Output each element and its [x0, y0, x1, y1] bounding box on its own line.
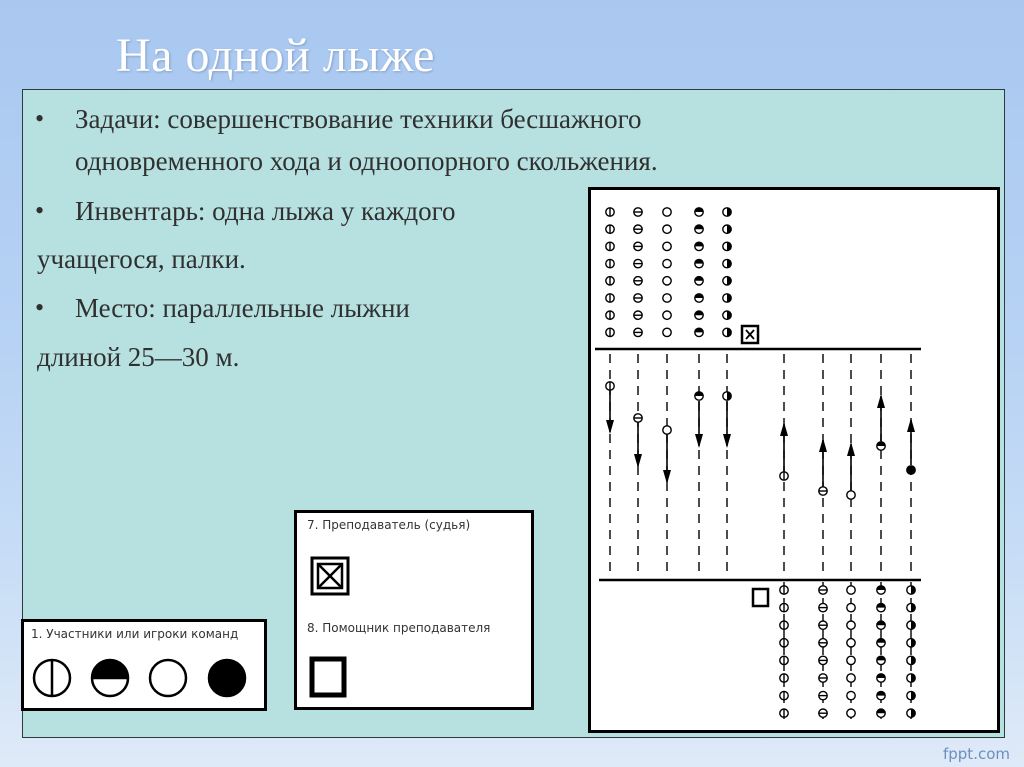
place-text-line1: Место: параллельные лыжни	[75, 293, 410, 323]
skier-symbol	[907, 639, 915, 647]
skier-symbol	[819, 621, 827, 629]
place-text-line2: длиной 25—30 м.	[37, 342, 240, 372]
skier-symbol	[847, 491, 855, 499]
skier-symbol	[780, 709, 788, 717]
skier-symbol	[663, 277, 671, 285]
skier-symbol	[780, 639, 788, 647]
bullet-marker: •	[35, 293, 45, 322]
skier-symbol	[606, 225, 614, 233]
skier-symbol	[819, 586, 827, 594]
staff-symbols	[297, 513, 531, 707]
skier-symbol	[877, 442, 885, 450]
skier-symbol	[695, 294, 703, 302]
skier-symbol	[634, 208, 642, 216]
skier-symbol	[723, 294, 731, 302]
skier-symbol	[695, 392, 703, 400]
skier-symbol	[634, 294, 642, 302]
legend-participants	[21, 619, 267, 711]
skier-symbol	[695, 225, 703, 233]
skier-symbol	[663, 328, 671, 336]
skier-symbol	[819, 639, 827, 647]
skier-symbol	[695, 208, 703, 216]
skier-symbol	[663, 311, 671, 319]
skier-symbol	[695, 277, 703, 285]
legend-assistant-label: 8. Помощник преподавателя	[307, 621, 491, 635]
arrow-down	[663, 470, 671, 484]
skier-symbol	[847, 691, 855, 699]
skier-symbol	[634, 225, 642, 233]
legend-participants-label: 1. Участники или игроки команд	[31, 627, 239, 641]
skier-symbol	[780, 586, 788, 594]
skier-symbol	[877, 656, 885, 664]
skier-symbol	[663, 259, 671, 267]
skier-symbol	[663, 294, 671, 302]
skier-symbol	[606, 328, 614, 336]
vertical-split-circle-icon	[34, 660, 70, 696]
skier-symbol	[780, 674, 788, 682]
skier-symbol	[723, 277, 731, 285]
skier-symbol	[695, 242, 703, 250]
skier-symbol	[695, 328, 703, 336]
formation-diagram-svg	[591, 190, 997, 730]
skier-symbol	[907, 621, 915, 629]
legend-teacher-label: 7. Преподаватель (судья)	[307, 518, 471, 532]
skier-symbol	[819, 603, 827, 611]
skier-symbol	[663, 242, 671, 250]
skier-symbol	[877, 691, 885, 699]
skier-symbol	[606, 382, 614, 390]
skier-symbol	[634, 259, 642, 267]
legend-staff	[294, 510, 534, 710]
skier-symbol	[847, 586, 855, 594]
skier-symbol	[847, 674, 855, 682]
arrow-down	[606, 420, 614, 434]
skier-symbol	[907, 691, 915, 699]
skier-symbol	[634, 242, 642, 250]
skier-symbol	[663, 225, 671, 233]
half-filled-circle-icon	[92, 660, 128, 696]
task-text-line1: Задачи: совершенствование техники бесшажного	[75, 104, 642, 134]
skier-symbol	[847, 709, 855, 717]
skier-symbol	[606, 242, 614, 250]
skier-symbol	[606, 277, 614, 285]
arrow-up	[819, 438, 827, 452]
skier-symbol	[723, 225, 731, 233]
skier-symbol	[877, 709, 885, 717]
skier-symbol	[723, 259, 731, 267]
skier-symbol	[606, 311, 614, 319]
skier-symbol	[780, 621, 788, 629]
skier-symbol	[907, 709, 915, 717]
watermark: fppt.com	[942, 745, 1010, 763]
arrow-down	[723, 434, 731, 448]
arrow-down	[634, 454, 642, 468]
skier-symbol	[723, 328, 731, 336]
skier-symbol	[819, 656, 827, 664]
skier-symbol	[780, 691, 788, 699]
skier-symbol	[819, 674, 827, 682]
skier-symbol	[847, 639, 855, 647]
equipment-text-line1: Инвентарь: одна лыжа у каждого	[75, 196, 456, 226]
empty-circle-icon	[150, 660, 186, 696]
assistant-symbol	[753, 589, 768, 606]
skier-symbol	[634, 328, 642, 336]
participant-symbols	[24, 622, 264, 708]
skier-symbol	[634, 311, 642, 319]
skier-symbol	[663, 208, 671, 216]
skier-symbol	[847, 603, 855, 611]
skier-symbol	[877, 621, 885, 629]
skier-symbol	[695, 259, 703, 267]
skier-symbol	[819, 709, 827, 717]
skier-symbol	[695, 311, 703, 319]
skier-symbol	[780, 656, 788, 664]
teacher-icon	[312, 558, 348, 594]
arrow-up	[780, 422, 788, 436]
slide-title: На одной лыже	[116, 29, 435, 82]
skier-symbol	[907, 466, 915, 474]
skier-symbol	[877, 586, 885, 594]
skier-symbol	[877, 603, 885, 611]
bullet-marker: •	[35, 104, 45, 133]
skier-symbol	[663, 426, 671, 434]
equipment-text-line2: учащегося, палки.	[37, 244, 246, 274]
filled-circle-icon	[209, 660, 245, 696]
skier-symbol	[907, 586, 915, 594]
skier-symbol	[723, 311, 731, 319]
skier-symbol	[847, 621, 855, 629]
skier-symbol	[606, 208, 614, 216]
skier-symbol	[907, 656, 915, 664]
arrow-down	[695, 434, 703, 448]
skier-symbol	[877, 674, 885, 682]
skier-symbol	[606, 259, 614, 267]
formation-diagram	[588, 187, 1000, 733]
skier-symbol	[723, 242, 731, 250]
skier-symbol	[907, 674, 915, 682]
skier-symbol	[907, 603, 915, 611]
skier-symbol	[847, 656, 855, 664]
skier-symbol	[780, 603, 788, 611]
skier-symbol	[634, 277, 642, 285]
skier-symbol	[877, 639, 885, 647]
task-text-line2: одновременного хода и одноопорного скольжения.	[75, 146, 658, 176]
skier-symbol	[634, 414, 642, 422]
skier-symbol	[780, 472, 788, 480]
skier-symbol	[819, 691, 827, 699]
assistant-icon	[312, 659, 344, 695]
arrow-up	[907, 418, 915, 432]
arrow-up	[877, 394, 885, 408]
arrow-up	[847, 442, 855, 456]
bullet-marker: •	[35, 196, 45, 225]
skier-symbol	[723, 392, 731, 400]
skier-symbol	[819, 487, 827, 495]
skier-symbol	[606, 294, 614, 302]
skier-symbol	[723, 208, 731, 216]
